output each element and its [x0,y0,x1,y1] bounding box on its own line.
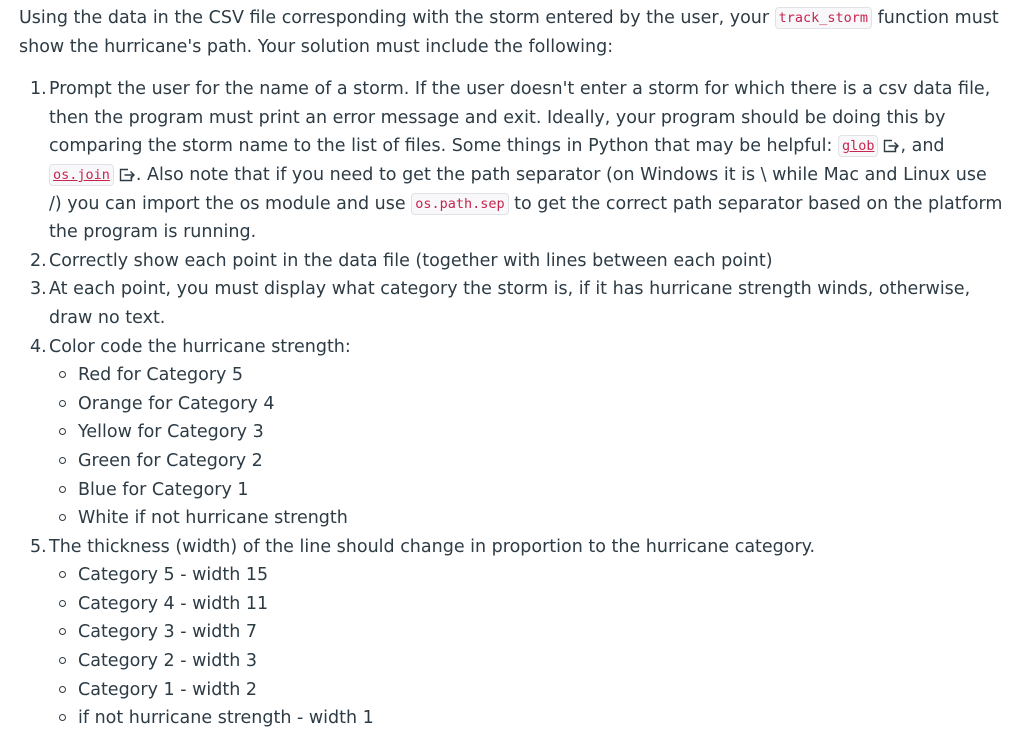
circle-bullet-icon [59,571,66,578]
list-item: Category 5 - width 15 [78,561,1004,590]
list-item: if not hurricane strength - width 1 [78,704,1004,733]
circle-bullet-icon [59,600,66,607]
list-item: Category 4 - width 11 [78,590,1004,619]
glob-link[interactable]: glob [838,135,879,157]
line-width-list [49,561,1004,733]
requirement-item-1 [30,75,1004,247]
list-item: Category 1 - width 2 [78,676,1004,705]
requirement-item-4 [30,333,1004,533]
os-path-sep-code: os.path.sep [411,193,508,215]
item-5-text: The thickness (width) of the line should change in proportion to the hurricane category. [49,536,816,557]
intro-text-before: Using the data in the CSV file corresponding with the storm entered by the user, your [19,8,775,28]
track-storm-code: track_storm [775,7,872,29]
circle-bullet-icon [59,714,66,721]
item-1-text-part3: . Also note that if you need to get the path separator (on Windows it is \ while Mac and Linux use /) you can import the os module and use [49,164,987,214]
intro-text-after: function must show the hurricane's path. Your solution must include the following: [19,8,999,57]
color-code-list [49,361,1004,533]
circle-bullet-icon [59,628,66,635]
circle-bullet-icon [59,428,66,435]
os-join-link[interactable]: os.join [49,164,114,186]
requirements-list [19,75,1004,733]
list-item: Green for Category 2 [78,447,1004,476]
item-1-text-part2: , and [900,136,945,157]
external-link-icon[interactable] [118,167,136,183]
requirement-item-3 [30,275,1004,332]
item-3-text: At each point, you must display what category the storm is, if it has hurricane strength winds, otherwise, draw no text. [49,279,971,328]
item-number: 2. [30,250,47,271]
list-item: Blue for Category 1 [78,476,1004,505]
requirement-item-2 [30,247,1004,276]
item-2-text: Correctly show each point in the data file (together with lines between each point) [49,250,773,271]
circle-bullet-icon [59,371,66,378]
intro-paragraph [19,4,1004,61]
list-item: Category 3 - width 7 [78,618,1004,647]
list-item: White if not hurricane strength [78,504,1004,533]
requirement-item-5 [30,533,1004,733]
item-1-text-part4: to get the correct path separator based on the platform the program is running. [49,193,1003,243]
item-number: 1. [30,79,47,100]
circle-bullet-icon [59,486,66,493]
list-item: Category 2 - width 3 [78,647,1004,676]
list-item: Red for Category 5 [78,361,1004,390]
item-1-text-part1: Prompt the user for the name of a storm. If the user doesn't enter a storm for which there is a csv data file, then the program must print an error message and exit. Ideally, your program should be doing this by comparing the storm name to the list of files. Some things in Python that may be helpful: [49,79,991,157]
list-item: Orange for Category 4 [78,390,1004,419]
item-4-text: Color code the hurricane strength: [49,336,351,357]
circle-bullet-icon [59,400,66,407]
item-number: 4. [30,336,47,357]
item-number: 5. [30,536,47,557]
circle-bullet-icon [59,657,66,664]
item-number: 3. [30,279,47,300]
circle-bullet-icon [59,514,66,521]
external-link-icon[interactable] [882,138,900,154]
list-item: Yellow for Category 3 [78,418,1004,447]
circle-bullet-icon [59,686,66,693]
circle-bullet-icon [59,457,66,464]
